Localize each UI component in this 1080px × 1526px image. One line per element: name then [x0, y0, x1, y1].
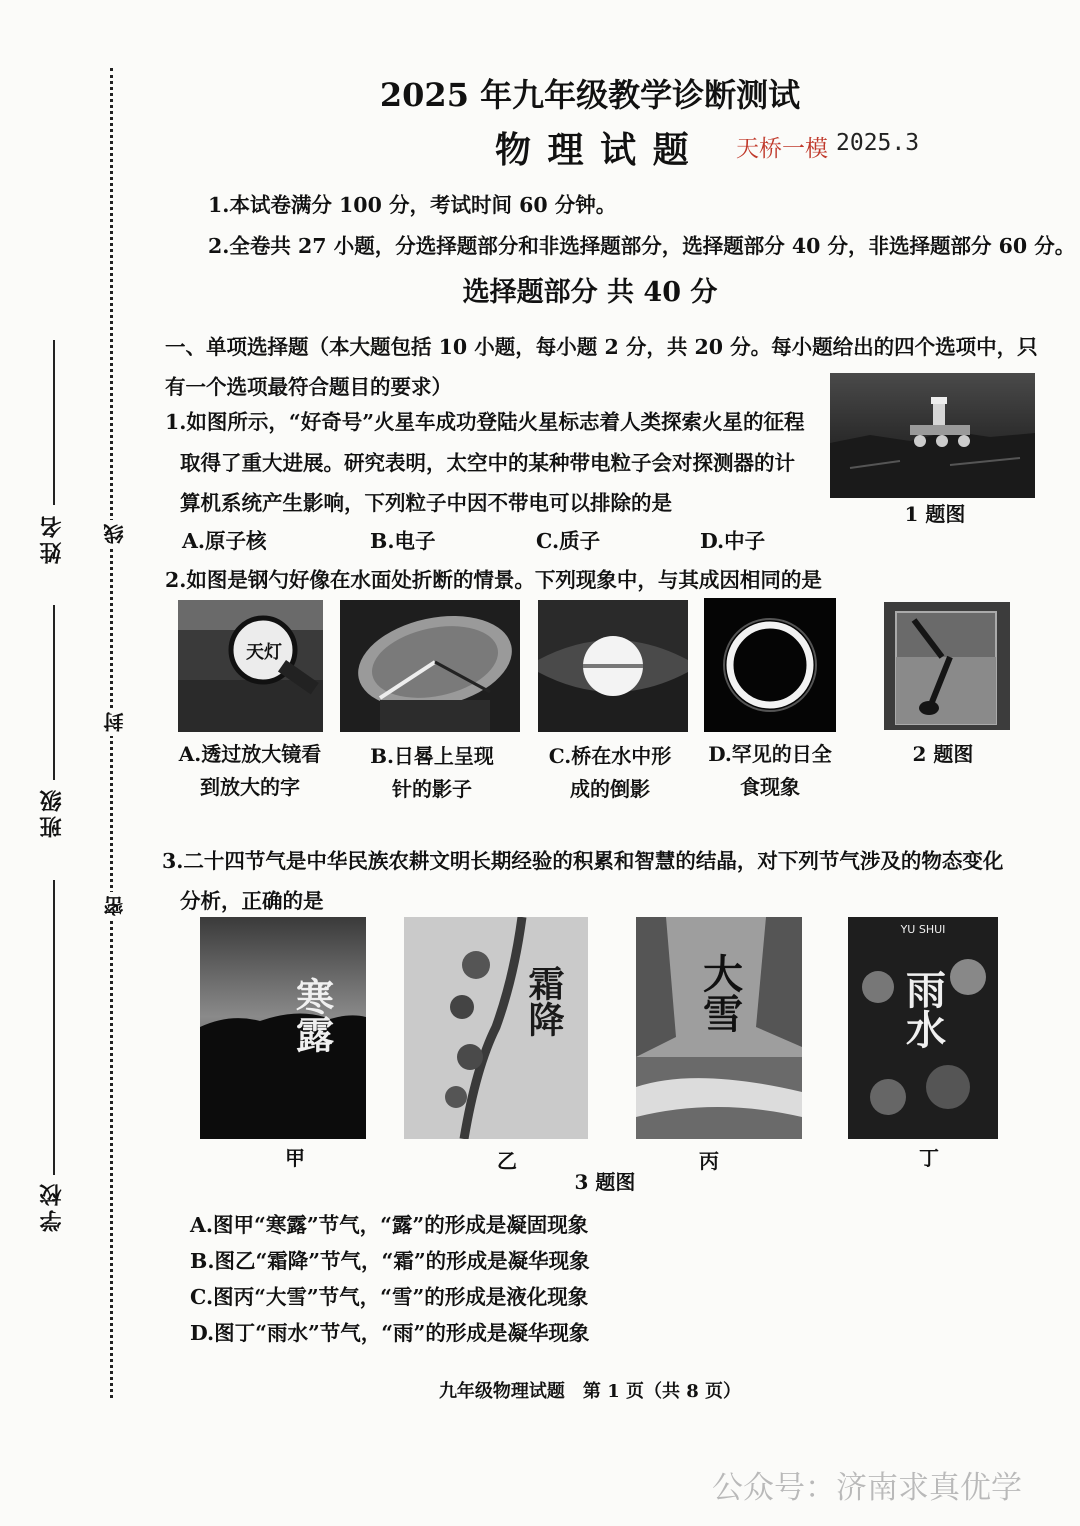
q2-option-d-line2: 食现象	[740, 775, 800, 799]
part-one-heading-2: 有一个选项最符合题目的要求）	[165, 375, 452, 399]
q1-option-c: C.质子	[536, 529, 601, 553]
class-label: 班级	[39, 786, 65, 838]
q3-label-bing: 丙	[699, 1149, 719, 1173]
q2-option-c	[530, 740, 690, 806]
q3-poster-hanlu-text: 寒露	[289, 977, 335, 1053]
q2-option-d	[690, 738, 850, 804]
q3-stem-line2: 分析，正确的是	[180, 889, 324, 913]
q3-poster-yushui	[848, 917, 998, 1139]
q2-option-a-line2: 到放大的字	[200, 775, 300, 799]
q2-magnifier-photo	[178, 600, 323, 732]
exam-title: 2025 年九年级教学诊断测试	[379, 76, 801, 114]
q1-figure-caption: 1 题图	[904, 502, 966, 526]
page-footer: 九年级物理试题 第 1 页（共 8 页）	[438, 1381, 742, 1402]
name-label: 姓名	[39, 512, 65, 564]
header-date: 2025.3	[836, 130, 920, 156]
school-blank-line	[53, 880, 55, 1175]
q3-stem-line1: 3.二十四节气是中华民族农耕文明长期经验的积累和智慧的结晶，对下列节气涉及的物态变化	[162, 849, 1004, 873]
q3-option-d: D.图丁“雨水”节气，“雨”的形成是凝华现象	[190, 1321, 590, 1345]
q1-stem-line1: 1.如图所示，“好奇号”火星车成功登陆火星标志着人类探索火星的征程	[165, 410, 805, 434]
q3-poster-daxue-text: 大雪	[696, 953, 744, 1033]
q2-option-b-line1: B.日晷上呈现	[370, 744, 494, 768]
q2-stem: 2.如图是钢勺好像在水面处折断的情景。下列现象中，与其成因相同的是	[165, 568, 822, 592]
watermark: 公众号：济南求真优学	[712, 1470, 1022, 1506]
q2-option-a-line1: A.透过放大镜看	[178, 742, 322, 766]
name-blank-line	[53, 340, 55, 505]
q3-poster-yushui-sub: YU SHUI	[900, 923, 946, 936]
seal-mark-mi: 密	[100, 892, 129, 920]
q3-label-yi: 乙	[497, 1149, 517, 1173]
seal-mark-xian: 线	[100, 520, 129, 548]
q2-option-a	[170, 738, 330, 804]
seal-mark-feng: 封	[100, 708, 129, 736]
q2-option-c-line1: C.桥在水中形	[548, 744, 672, 768]
note-1: 1.本试卷满分 100 分，考试时间 60 分钟。	[208, 193, 617, 217]
class-blank-line	[53, 605, 55, 780]
q3-poster-hanlu	[200, 917, 366, 1139]
q2-sundial-photo	[340, 600, 520, 732]
q1-option-b: B.电子	[370, 529, 436, 553]
q3-label-ding: 丁	[919, 1146, 939, 1170]
handwritten-note: 天桥一模	[736, 136, 828, 162]
school-label: 学校	[39, 1180, 65, 1232]
q3-poster-shuangjiang-text: 霜降	[523, 965, 565, 1037]
note-2: 2.全卷共 27 小题，分选择题部分和非选择题部分，选择题部分 40 分，非选择题部分 60 分。	[208, 234, 1076, 258]
q3-label-jia: 甲	[285, 1146, 305, 1170]
q1-option-d: D.中子	[700, 529, 766, 553]
q3-poster-yushui-text: 雨水	[899, 969, 947, 1049]
q1-stem-line2: 取得了重大进展。研究表明，太空中的某种带电粒子会对探测器的计	[180, 451, 795, 475]
q2-option-c-line2: 成的倒影	[570, 777, 650, 801]
q3-poster-daxue	[636, 917, 802, 1139]
q3-poster-shuangjiang	[404, 917, 588, 1139]
part-one-heading: 一、单项选择题（本大题包括 10 小题，每小题 2 分，共 20 分。每小题给出的四个选项中，只	[165, 335, 1038, 359]
q2-option-b	[352, 740, 512, 806]
q3-option-c: C.图丙“大雪”节气，“雪”的形成是液化现象	[190, 1285, 589, 1309]
q2-option-b-line2: 针的影子	[392, 777, 472, 801]
q3-option-a: A.图甲“寒露”节气，“露”的形成是凝固现象	[190, 1213, 589, 1237]
q2-figure-caption: 2 题图	[912, 742, 974, 766]
q2-spoon-water-photo	[884, 602, 1010, 730]
q3-figure-caption: 3 题图	[574, 1170, 636, 1194]
q1-stem-line3: 算机系统产生影响，下列粒子中因不带电可以排除的是	[180, 491, 672, 515]
q2-bridge-reflection-photo	[538, 600, 688, 732]
section-title: 选择题部分 共 40 分	[462, 277, 718, 308]
q1-mars-rover-photo	[830, 373, 1035, 498]
q3-option-b: B.图乙“霜降”节气，“霜”的形成是凝华现象	[190, 1249, 590, 1273]
q2-solar-eclipse-photo	[704, 598, 836, 732]
q1-option-a: A.原子核	[182, 529, 267, 553]
magnifier-text: 天灯	[246, 642, 282, 663]
subject-title: 物 理 试 题	[495, 129, 691, 171]
q2-option-d-line1: D.罕见的日全	[708, 742, 832, 766]
